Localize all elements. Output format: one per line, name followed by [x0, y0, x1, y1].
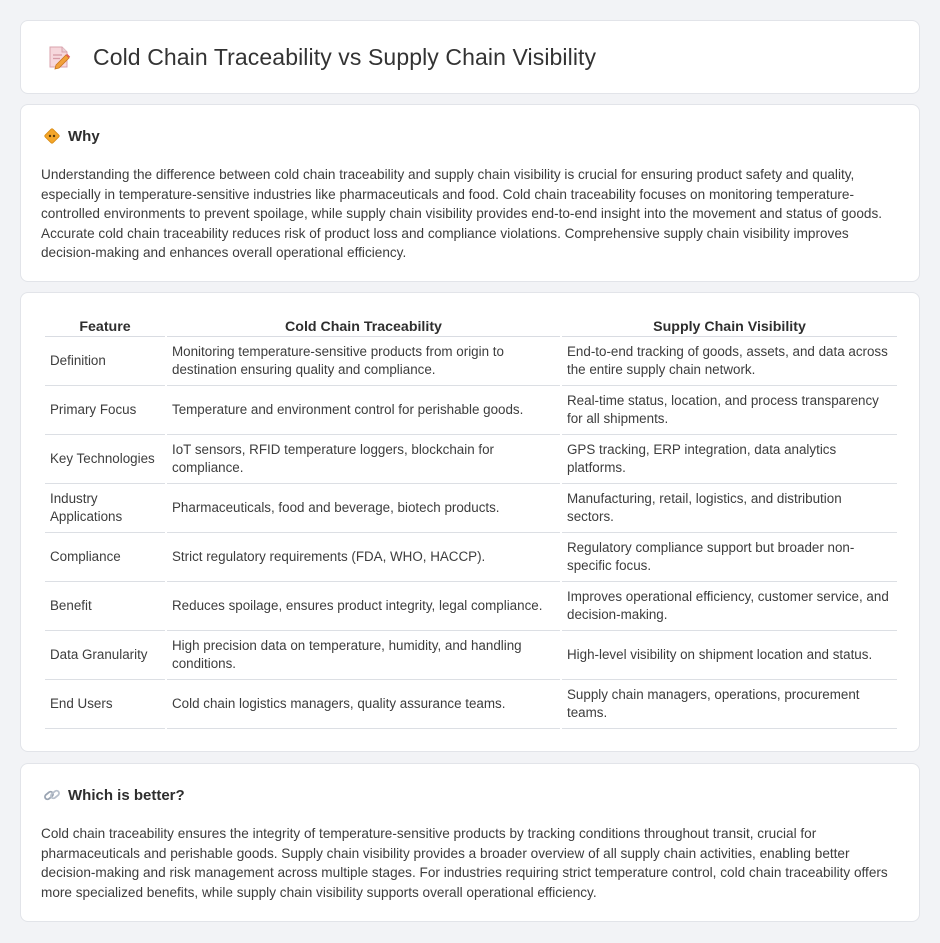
link-icon — [43, 786, 61, 804]
why-section — [20, 104, 920, 282]
table-row — [45, 582, 897, 631]
cold-chain-cell: Monitoring temperature-sensitive products from origin to destination ensuring quality and compliance. — [167, 337, 560, 386]
supply-chain-cell: Real-time status, location, and process transparency for all shipments. — [562, 386, 897, 435]
document-pencil-icon — [47, 44, 71, 70]
feature-cell: Primary Focus — [45, 386, 165, 435]
why-text: Understanding the difference between cold chain traceability and supply chain visibility is crucial for ensuring product safety and quality, especially in temperature-sensitive industries like pharmaceuticals and food. Cold chain traceability focuses on monitoring temperature-controlled environments to prevent spoilage, while supply chain visibility provides end-to-end insight into the movement and status of goods. Accurate cold chain traceability reduces risk of product loss and compliance violations. Comprehensive supply chain visibility improves decision-making and enhances overall operational efficiency. — [41, 167, 883, 261]
supply-chain-cell: GPS tracking, ERP integration, data analytics platforms. — [562, 435, 897, 484]
diamond-sign-icon — [43, 127, 61, 145]
table-row — [45, 680, 897, 729]
supply-chain-cell: Manufacturing, retail, logistics, and distribution sectors. — [562, 484, 897, 533]
title-card — [20, 20, 920, 94]
cold-chain-cell: Cold chain logistics managers, quality assurance teams. — [167, 680, 560, 729]
cold-chain-cell: IoT sensors, RFID temperature loggers, blockchain for compliance. — [167, 435, 560, 484]
cold-chain-cell: Reduces spoilage, ensures product integrity, legal compliance. — [167, 582, 560, 631]
feature-cell: Benefit — [45, 582, 165, 631]
better-text: Cold chain traceability ensures the integrity of temperature-sensitive products by tracking conditions throughout transit, crucial for pharmaceuticals and perishable goods. Supply chain visibility provides a broader overview of all supply chain activities, enabling better decision-making and risk management across multiple stages. For industries requiring strict temperature control, cold chain traceability offers more specialized benefits, while supply chain visibility supports overall operational efficiency. — [41, 826, 888, 900]
cold-chain-cell: High precision data on temperature, humidity, and handling conditions. — [167, 631, 560, 680]
supply-chain-cell: End-to-end tracking of goods, assets, and data across the entire supply chain network. — [562, 337, 897, 386]
why-heading: Why — [68, 127, 100, 145]
cold-chain-cell: Pharmaceuticals, food and beverage, biotech products. — [167, 484, 560, 533]
supply-chain-cell: Supply chain managers, operations, procurement teams. — [562, 680, 897, 729]
page-title: Cold Chain Traceability vs Supply Chain Visibility — [93, 43, 597, 70]
table-row — [45, 386, 897, 435]
table-header-row — [45, 317, 897, 337]
feature-cell: End Users — [45, 680, 165, 729]
cold-chain-cell: Strict regulatory requirements (FDA, WHO, HACCP). — [167, 533, 560, 582]
supply-chain-cell: Improves operational efficiency, customer service, and decision-making. — [562, 582, 897, 631]
comparison-table — [43, 317, 899, 729]
header-feature: Feature — [45, 317, 165, 337]
cold-chain-cell: Temperature and environment control for perishable goods. — [167, 386, 560, 435]
better-heading: Which is better? — [68, 786, 185, 804]
table-row — [45, 533, 897, 582]
supply-chain-cell: Regulatory compliance support but broader non-specific focus. — [562, 533, 897, 582]
header-supply-chain: Supply Chain Visibility — [562, 317, 897, 337]
feature-cell: Industry Applications — [45, 484, 165, 533]
feature-cell: Data Granularity — [45, 631, 165, 680]
which-is-better-section — [20, 763, 920, 922]
table-row — [45, 631, 897, 680]
table-row — [45, 337, 897, 386]
table-row — [45, 435, 897, 484]
feature-cell: Definition — [45, 337, 165, 386]
feature-cell: Key Technologies — [45, 435, 165, 484]
table-row — [45, 484, 897, 533]
comparison-card — [20, 292, 920, 752]
feature-cell: Compliance — [45, 533, 165, 582]
header-cold-chain: Cold Chain Traceability — [167, 317, 560, 337]
supply-chain-cell: High-level visibility on shipment location and status. — [562, 631, 897, 680]
